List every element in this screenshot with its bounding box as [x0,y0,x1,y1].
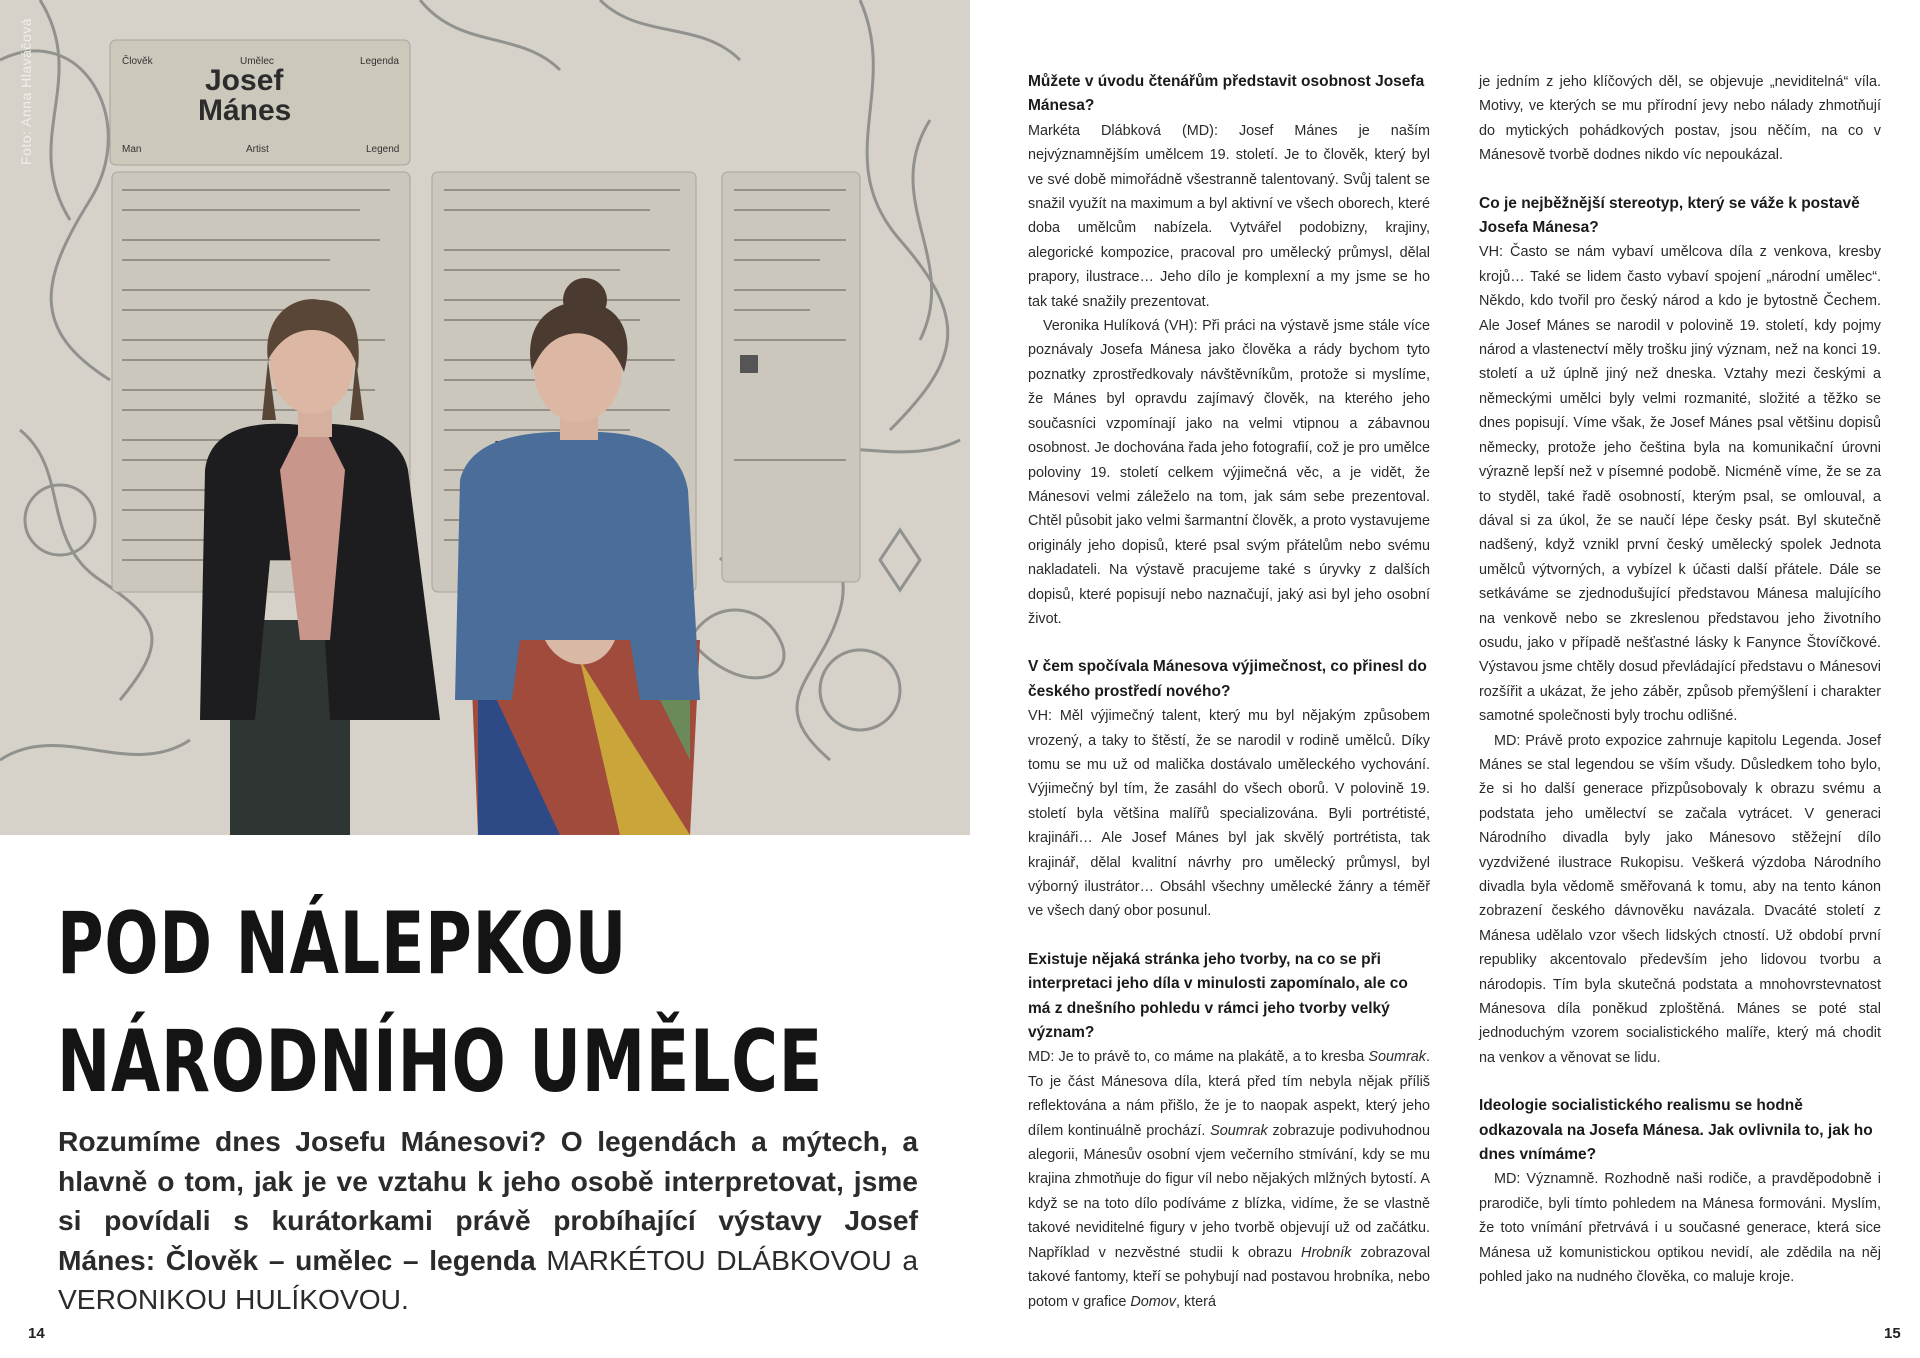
answer-3-continuation: je jedním z jeho klíčových děl, se objevuje „neviditelná“ víla. Motivy, ve kterých se mu přírodní jevy nebo nálady zhmotňují do mytických pohádkových postav, jsou něčím, na co v Mánesově tvorbě dodnes nikdo víc nepoukázal. [1479,74,1881,164]
answer-2: VH: Měl výjimečný talent, který mu byl nějakým způsobem vrozený, a taky to štěstí, že se narodil v rodině umělců. Díky tomu se mu už od malička dostávalo uměleckého vychování. Výjimečný byl tím, že zasáhl do všech oborů. V polovině 19. století byla většina malířů specializována. Byli portrétisté, krajináři… Ale Josef Mánes byl jak skvělý portrétista, tak krajinář, dělal kvalitní návrhy pro umělecký průmysl, byl výborný ilustrátor… Obsáhl všechny umělecké žánry a téměř ve všech daný obor posunul. [1028,708,1430,920]
lead-text: Rozumíme dnes Josefu Mánesovi? O legendách a mýtech, a hlavně o tom, jak je ve vztahu k jeho osobě interpretovat, jsme si povídali s kurátorkami právě probíhající výstavy Josef Mánes: Člověk – umělec – legenda [58,1125,918,1276]
answer-3: MD: Je to právě to, co máme na plakátě, a to kresba Soumrak. To je část Mánesova díla, která před tím nebyla nějak příliš reflektována a nám přišlo, že je to naopak aspekt, který jeho dílem kontinuálně prochází. Soumrak zobrazuje podivuhodnou alegorii, Mánesův osobní vjem večerního stmívání, kdy se mu krajina zhmotňuje do figur víl nebo nějakých mlžných bytostí. A když se na toto dílo podíváme z blízka, vidíme, že se vlastně takové neviditelné figury v jeho tvorbě objevují už od začátku. Například v nezvěstné studii k obrazu Hrobník zobrazoval takové fantomy, kteří se pohybují nad postavou hrobníka, nebo potom v grafice Domov, která [1028,1049,1431,1310]
text-column-2 [1479,70,1881,1290]
article-lead [58,1122,918,1320]
answer-4-paragraph-1: VH: Často se nám vybaví umělcova díla z venkova, kresby krojů… Také se lidem často vybaví spojení „národní umělec“. Někdo, kdo tvořil pro český národ a kdo je bytostně Čechem. Ale Josef Mánes se narodil v polovině 19. století, kdy pojmy národ a vlastenectví měly trošku jiný význam, než na konci 19. století a už úplně jiný než dneska. Vztahy mezi českými a německými umělci byly velmi rozmanité, složité a těžko se dnes popisují. Víme však, že Josef Mánes psal většinu dopisů německy, protože jeho čeština byla na komunikační úrovni výrazně lepší než v písemné podobě. Nicméně víme, že se za to styděl, také řadě osobností, kterým psal, se omlouval, a dával si za úkol, že se naučí lépe česky psát. Byl skutečně nadšený, když vznikl první český umělecký spolek Jednota umělců výtvorných, a vybízel k účasti další přátele. Dále se setkáváme se zjednodušující představou Mánesa malujícího na venkově nebo se zkreslenou představou jeho životního osudu, jako v případě nešťastné lásky k Fanynce Štovíčkové. Výstavou jsme chtěly dosud převládající představu o Mánesovi rozšířit a ukázat, že jeho záběr, způsob přemýšlení i charakter samotné společnosti byly trochu odlišné. [1479,244,1881,725]
answer-1-paragraph-2: Veronika Hulíková (VH): Při práci na výstavě jsme stále více poznávaly Josefa Mánesa jako člověka a rády bychom tyto poznatky zprostředkovaly návštěvníkům, protože si myslíme, že Mánes byl opravdu zajímavý člověk, na kterého jeho současníci vzpomínají jako na velmi vtipnou a zábavnou osobnost. Je dochována řada jeho fotografií, což je pro umělce poloviny 19. století celkem výjimečná věc, a je vidět, že Mánesovi velmi záleželo na tom, jak sám sebe prezentoval. Chtěl působit jako velmi šarmantní člověk, a proto vystavujeme originály jeho dopisů, které psal svým přátelům nebo svému nakladateli. Na výstavě pracujeme také s úryvky z dalších dopisů, které popisují nebo naznačují, jaký asi byl jeho osobní život. [1028,318,1430,627]
artwork-title-soumrak-2: Soumrak [1210,1122,1268,1139]
panel-name-josef: Josef [205,64,284,97]
panel-label-legenda: Legenda [360,56,399,67]
question-2: V čem spočívala Mánesova výjimečnost, co přinesl do českého prostředí nového? [1028,658,1427,700]
credits-panel-right [722,172,860,582]
page-number-left: 14 [28,1325,45,1342]
panel-label-man: Man [122,144,142,155]
artwork-title-soumrak: Soumrak [1368,1049,1426,1066]
question-3: Existuje nějaká stránka jeho tvorby, na co se při interpretaci jeho díla v minulosti zapomínalo, ale co má z dnešního pohledu v rámci jeho tvorby velký význam? [1028,950,1408,1042]
question-1: Můžete v úvodu čtenářům představit osobnost Josefa Mánesa? [1028,73,1425,115]
answer-5: MD: Významně. Rozhodně naši rodiče, a pravděpodobně i prarodiče, byli tímto pohledem na Mánesa formováni. Myslím, že toto vnímání přetrvává i u současné generace, která sice Mánesa už komunistickou optikou nevidí, ale zdědila na něj pohled jako na nudného člověka, co maluje kroje. [1479,1171,1881,1286]
article-headline [57,885,823,1121]
answer-4-paragraph-2: MD: Právě proto expozice zahrnuje kapitolu Legenda. Josef Mánes se stal legendou se vším všudy. Důsledkem toho bylo, že si ho další generace přizpůsobovaly k obrazu svému a podstata jeho umělectví se začala vytrácet. V generaci Národního divadla byly jako Mánesovo stěžejní dílo vyzdvižené ilustrace Rukopisu. Veškerá výzdoba Národního divadla byla vědomě směřovaná k tomu, aby na tento kánon zobrazení českého dávnověku navázala. Dvacáté století z Mánesa udělalo vzor všech lidských ctností. Už období první republiky akcentovalo především jeho lidovou tvorbu a národopis. Tím byla skutečná podstata a mnohovrstevnatost Mánesova díla poněkud zploštěná. Mánes se poté stal jednoduchým vzorem socialistického malíře, který má chodit na venkov a věnovat se lidu. [1479,732,1881,1066]
headline-line-1: POD NÁLEPKOU [57,894,628,994]
panel-label-clovek: Člověk [122,56,153,67]
exhibition-photo [0,0,970,835]
panel-label-legend: Legend [366,144,400,155]
page-number-right: 15 [1884,1325,1901,1342]
qr-code [740,355,758,373]
panel-name-manes: Mánes [198,94,292,127]
panel-label-artist: Artist [246,144,269,155]
panel-label-umelec: Umělec [240,56,274,67]
question-4: Co je nejběžnější stereotyp, který se váže k postavě Josefa Mánesa? [1479,194,1860,237]
artwork-title-hrobnik: Hrobník [1301,1244,1352,1261]
question-5: Ideologie socialistického realismu se hodně odkazovala na Josefa Mánesa. Jak ovlivnila to, jak ho dnes vnímáme? [1479,1097,1873,1164]
text-column-1 [1028,70,1430,1314]
answer-1-paragraph-1: Markéta Dlábková (MD): Josef Mánes je naším nejvýznamnějším umělcem 19. století. Je to člověk, který byl ve své době mimořádně všestranně talentovaný. Svůj talent se snažil využít na maximum a byl aktivní ve všech oborech, které doba umělcům nabízela. Vytvářel podobizny, krajiny, alegorické kompozice, pracoval pro umělecký průmysl, dělal prapory, ilustrace… Jeho dílo je komplexní a my jsme se ho tak také snažily prezentovat. [1028,122,1430,310]
artwork-title-domov: Domov [1130,1293,1176,1310]
headline-line-2: NÁRODNÍHO UMĚLCE [57,1012,823,1112]
photo-credit: Foto: Anna Hlaváčová [18,18,34,165]
lead-names: MARKÉTOU DLÁBKOVOU a VERONIKOU HULÍKOVOU. [58,1243,918,1315]
